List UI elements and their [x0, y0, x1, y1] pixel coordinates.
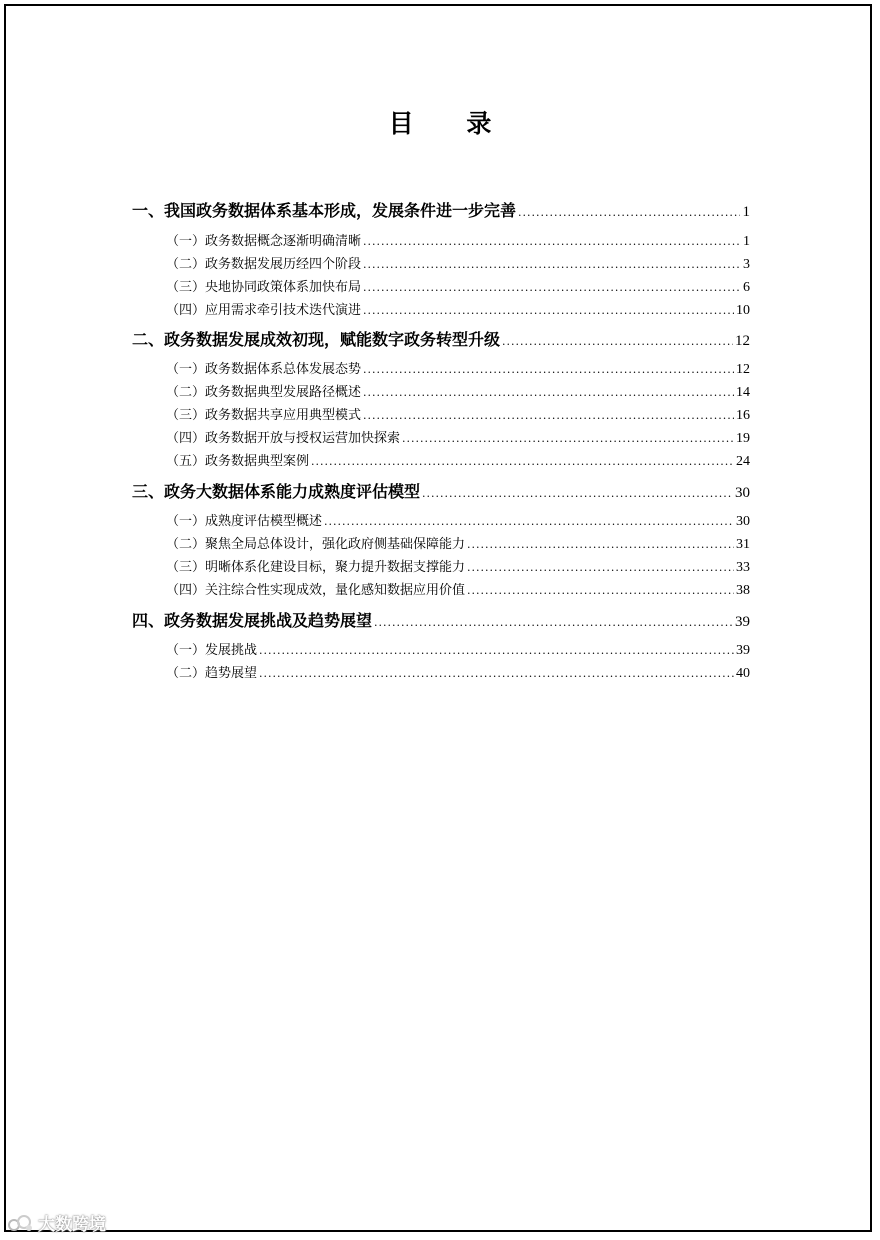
dot-leader [374, 616, 733, 629]
toc-subsection-label: （四）关注综合性实现成效，量化感知数据应用价值 [166, 583, 466, 598]
toc-page-number: 3 [743, 257, 750, 272]
toc-section-label: 三、政务大数据体系能力成熟度评估模型 [132, 482, 421, 501]
toc-subsection-label: （三）明晰体系化建设目标，聚力提升数据支撑能力 [166, 560, 466, 575]
toc-subsection-label: （二）政务数据典型发展路径概述 [166, 385, 362, 400]
dot-leader [502, 335, 733, 348]
toc-subsection-2-2[interactable] [166, 381, 750, 403]
toc-subsection-label: （一）政务数据概念逐渐明确清晰 [166, 234, 362, 249]
toc-page-number: 1 [742, 204, 750, 220]
toc-page-number: 39 [736, 643, 750, 658]
toc-section-4[interactable] [132, 608, 750, 638]
toc-subsection-label: （四）应用需求牵引技术迭代演进 [166, 303, 362, 318]
toc-page-number: 19 [736, 431, 750, 446]
dot-leader [363, 386, 734, 399]
toc-page-number: 40 [736, 666, 750, 681]
dot-leader [363, 258, 740, 271]
watermark-text: 大数跨境 [38, 1215, 106, 1235]
dot-leader [259, 667, 734, 680]
dot-leader [363, 304, 734, 317]
dot-leader [363, 363, 734, 376]
toc-page-number: 39 [735, 614, 750, 630]
toc-page-number: 12 [735, 333, 750, 349]
toc-page-number: 16 [736, 408, 750, 423]
dot-leader [422, 487, 733, 500]
watermark [8, 1210, 106, 1235]
toc-page-number: 24 [736, 454, 750, 469]
dot-leader [363, 235, 740, 248]
toc-section-1[interactable] [132, 198, 750, 228]
dot-leader [518, 206, 740, 219]
dot-leader [363, 281, 740, 294]
toc-title: 目 录 [388, 109, 514, 138]
toc-page-number: 31 [736, 537, 750, 552]
toc-section-label: 四、政务数据发展挑战及趋势展望 [132, 611, 373, 630]
toc-section-label: 一、我国政务数据体系基本形成，发展条件进一步完善 [132, 201, 517, 220]
toc-page-number: 12 [736, 362, 750, 377]
dot-leader [259, 644, 734, 657]
toc-page-number: 1 [743, 234, 750, 249]
toc-subsection-1-1[interactable] [166, 230, 750, 252]
toc-subsection-2-4[interactable] [166, 427, 750, 449]
toc-subsection-3-4[interactable] [166, 579, 750, 601]
toc-subsection-2-3[interactable] [166, 404, 750, 426]
toc-page-number: 33 [736, 560, 750, 575]
toc-subsection-1-2[interactable] [166, 253, 750, 275]
toc-page-number: 38 [736, 583, 750, 598]
toc-subsection-label: （二）政务数据发展历经四个阶段 [166, 257, 362, 272]
toc-subsection-4-2[interactable] [166, 662, 750, 684]
toc-subsection-4-1[interactable] [166, 639, 750, 661]
toc-subsection-3-3[interactable] [166, 556, 750, 578]
toc-subsection-label: （一）成熟度评估模型概述 [166, 514, 323, 529]
dot-leader [467, 584, 734, 597]
toc-subsection-label: （五）政务数据典型案例 [166, 454, 310, 469]
dot-leader [363, 409, 734, 422]
dot-leader [402, 432, 734, 445]
toc-subsection-label: （一）政务数据体系总体发展态势 [166, 362, 362, 377]
toc-subsection-label: （一）发展挑战 [166, 643, 258, 658]
toc-section-2[interactable] [132, 327, 750, 357]
toc-subsection-label: （二）聚焦全局总体设计，强化政府侧基础保障能力 [166, 537, 466, 552]
toc-subsection-label: （三）央地协同政策体系加快布局 [166, 280, 362, 295]
toc-subsection-label: （三）政务数据共享应用典型模式 [166, 408, 362, 423]
toc-page-number: 10 [736, 303, 750, 318]
toc-subsection-3-1[interactable] [166, 510, 750, 532]
toc-subsection-label: （二）趋势展望 [166, 666, 258, 681]
watermark-logo-icon [8, 1213, 34, 1233]
toc-subsection-label: （四）政务数据开放与授权运营加快探索 [166, 431, 401, 446]
toc-section-3[interactable] [132, 479, 750, 509]
toc-page-number: 30 [735, 485, 750, 501]
dot-leader [311, 455, 734, 468]
toc-subsection-2-5[interactable] [166, 450, 750, 472]
dot-leader [467, 538, 734, 551]
toc-subsection-3-2[interactable] [166, 533, 750, 555]
toc-subsection-1-3[interactable] [166, 276, 750, 298]
toc-subsection-2-1[interactable] [166, 358, 750, 380]
toc-page-number: 30 [736, 514, 750, 529]
toc-page-number: 6 [743, 280, 750, 295]
dot-leader [324, 515, 734, 528]
toc-section-label: 二、政务数据发展成效初现，赋能数字政务转型升级 [132, 330, 501, 349]
dot-leader [467, 561, 734, 574]
toc-page-number: 14 [736, 385, 750, 400]
toc-subsection-1-4[interactable] [166, 299, 750, 321]
